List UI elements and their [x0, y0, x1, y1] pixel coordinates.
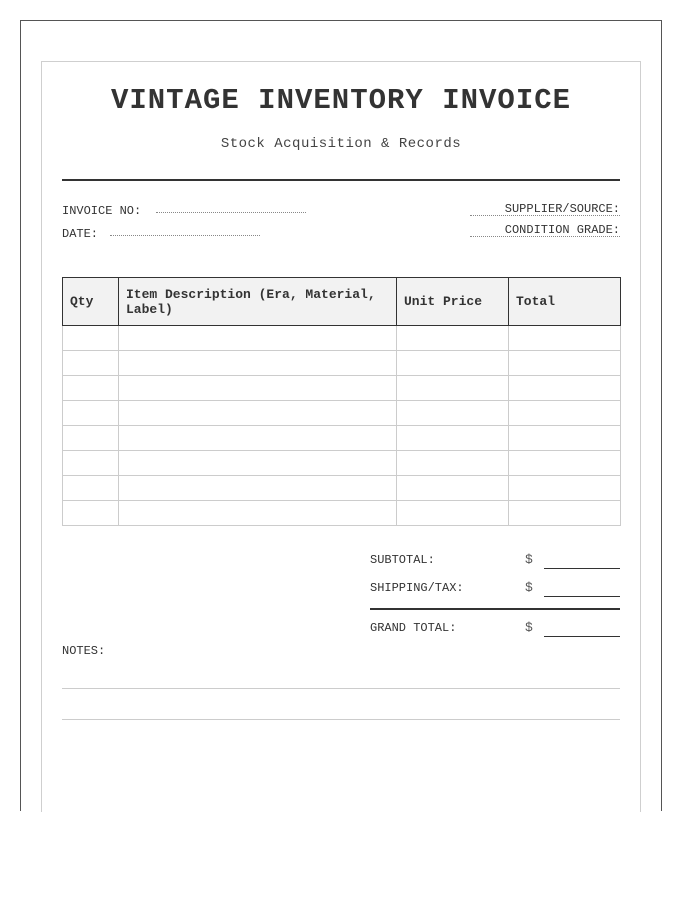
- subtotal-label: SUBTOTAL:: [370, 553, 435, 567]
- total-cell[interactable]: [509, 426, 621, 451]
- total-cell[interactable]: [509, 401, 621, 426]
- grand-total-currency: $: [525, 620, 533, 635]
- invoice-no-field[interactable]: [156, 212, 306, 213]
- description-cell[interactable]: [119, 476, 397, 501]
- description-cell[interactable]: [119, 351, 397, 376]
- shipping-tax-currency: $: [525, 580, 533, 595]
- invoice-inner-frame: [41, 61, 641, 812]
- grand-total-divider: [370, 608, 620, 610]
- unit-price-cell[interactable]: [397, 476, 509, 501]
- subtotal-field[interactable]: [544, 568, 620, 569]
- header-divider: [62, 179, 620, 181]
- table-row: [63, 476, 621, 501]
- grand-total-label: GRAND TOTAL:: [370, 621, 457, 635]
- invoice-sheet: [20, 20, 662, 811]
- invoice-no-label: INVOICE NO:: [62, 204, 142, 218]
- qty-cell[interactable]: [63, 401, 119, 426]
- table-row: [63, 326, 621, 351]
- subtotal-currency: $: [525, 552, 533, 567]
- description-cell[interactable]: [119, 401, 397, 426]
- supplier-field[interactable]: [470, 215, 620, 216]
- shipping-tax-field[interactable]: [544, 596, 620, 597]
- qty-cell[interactable]: [63, 476, 119, 501]
- condition-grade-field[interactable]: [470, 236, 620, 237]
- notes-line[interactable]: [62, 719, 620, 720]
- qty-cell[interactable]: [63, 501, 119, 526]
- qty-cell[interactable]: [63, 376, 119, 401]
- date-label: DATE:: [62, 227, 99, 241]
- unit-price-cell[interactable]: [397, 326, 509, 351]
- invoice-subtitle: Stock Acquisition & Records: [220, 136, 462, 152]
- unit-price-cell[interactable]: [397, 401, 509, 426]
- unit-price-cell[interactable]: [397, 351, 509, 376]
- description-cell[interactable]: [119, 376, 397, 401]
- unit-price-cell[interactable]: [397, 451, 509, 476]
- table-row: [63, 401, 621, 426]
- invoice-title: VINTAGE INVENTORY INVOICE: [110, 84, 572, 117]
- qty-cell[interactable]: [63, 451, 119, 476]
- items-table-body: [63, 326, 621, 526]
- qty-cell[interactable]: [63, 426, 119, 451]
- description-cell[interactable]: [119, 501, 397, 526]
- total-cell[interactable]: [509, 451, 621, 476]
- table-header-row: [63, 278, 621, 326]
- column-header-unit-price: Unit Price: [397, 278, 509, 326]
- description-cell[interactable]: [119, 426, 397, 451]
- notes-label: NOTES:: [62, 644, 106, 658]
- unit-price-cell[interactable]: [397, 426, 509, 451]
- total-cell[interactable]: [509, 351, 621, 376]
- description-cell[interactable]: [119, 326, 397, 351]
- description-cell[interactable]: [119, 451, 397, 476]
- date-field[interactable]: [110, 235, 260, 236]
- table-row: [63, 451, 621, 476]
- qty-cell[interactable]: [63, 326, 119, 351]
- shipping-tax-label: SHIPPING/TAX:: [370, 581, 464, 595]
- items-table: [62, 277, 621, 526]
- total-cell[interactable]: [509, 476, 621, 501]
- unit-price-cell[interactable]: [397, 376, 509, 401]
- table-row: [63, 376, 621, 401]
- grand-total-field[interactable]: [544, 636, 620, 637]
- notes-line[interactable]: [62, 688, 620, 689]
- total-cell[interactable]: [509, 501, 621, 526]
- column-header-total: Total: [509, 278, 621, 326]
- qty-cell[interactable]: [63, 351, 119, 376]
- supplier-label: SUPPLIER/SOURCE:: [504, 202, 620, 216]
- condition-grade-label: CONDITION GRADE:: [504, 223, 620, 237]
- column-header-description: Item Description (Era, Material, Label): [119, 278, 397, 326]
- total-cell[interactable]: [509, 376, 621, 401]
- column-header-qty: Qty: [63, 278, 119, 326]
- unit-price-cell[interactable]: [397, 501, 509, 526]
- table-row: [63, 501, 621, 526]
- table-row: [63, 426, 621, 451]
- table-row: [63, 351, 621, 376]
- total-cell[interactable]: [509, 326, 621, 351]
